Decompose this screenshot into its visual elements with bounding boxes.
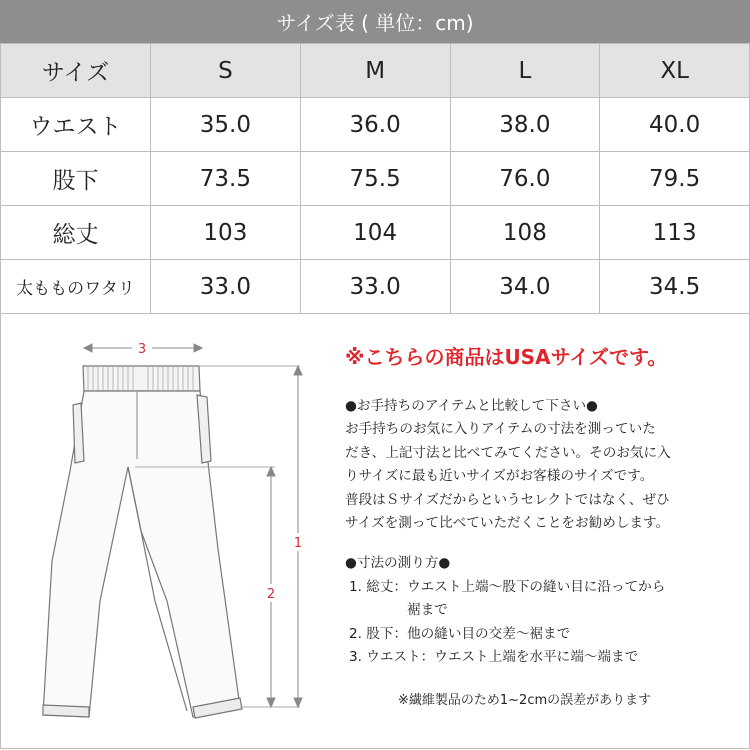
dim-2-arrow-top	[267, 467, 275, 476]
column-header-s: S	[151, 44, 301, 98]
size-table-title: サイズ表 ( 単位：cm)	[276, 11, 474, 35]
cell-waist-s: 35.0	[151, 98, 301, 152]
compare-line: サイズを測って比べていただくことをお勧めします。	[345, 515, 670, 532]
column-header-l: L	[450, 44, 600, 98]
compare-instructions	[345, 395, 745, 535]
cell-waist-xl: 40.0	[600, 98, 750, 152]
table-header-row	[1, 44, 750, 98]
row-label-inseam: 股下	[1, 152, 151, 206]
compare-line: だき、上記寸法と比べてみてください。そのお気に入	[345, 444, 671, 461]
pants-measurement-diagram	[0, 311, 340, 750]
row-label-waist: ウエスト	[1, 98, 151, 152]
cell-thigh-m: 33.0	[300, 260, 450, 314]
cell-thigh-l: 34.0	[450, 260, 600, 314]
dim-2-label: 2	[266, 587, 276, 602]
table-row-waist	[1, 98, 750, 152]
measurement-item-total-length-cont: 裾まで	[407, 602, 448, 618]
measurement-item-total-length: 1. 総丈：ウエスト上端～股下の縫い目に沿ってから	[349, 578, 666, 595]
compare-line: りサイズに最も近いサイズがお客様のサイズです。	[345, 468, 654, 485]
measurement-item-inseam: 2. 股下：他の縫い目の交差～裾まで	[349, 625, 571, 642]
column-header-size: サイズ	[1, 44, 151, 98]
compare-heading: ●お手持ちのアイテムと比較して下さい●	[345, 398, 598, 414]
dim-2-arrow-bottom	[267, 698, 275, 707]
dim-3-arrow-left	[84, 344, 92, 352]
row-label-length: 総丈	[1, 206, 151, 260]
measurement-item-waist: 3. ウエスト：ウエスト上端を水平に端～端まで	[349, 649, 639, 665]
cell-thigh-s: 33.0	[151, 260, 301, 314]
cell-thigh-xl: 34.5	[600, 260, 750, 314]
cell-inseam-s: 73.5	[151, 152, 301, 206]
column-header-xl: XL	[600, 44, 750, 98]
cell-inseam-m: 75.5	[300, 152, 450, 206]
measurement-method	[345, 552, 745, 670]
cell-length-s: 103	[151, 206, 301, 260]
cell-inseam-xl: 79.5	[600, 152, 750, 206]
left-hem	[43, 705, 89, 717]
dim-1-arrow-bottom	[294, 698, 302, 707]
dim-1-arrow-top	[294, 366, 302, 375]
cell-length-xl: 113	[600, 206, 750, 260]
waistband-shape	[83, 366, 200, 391]
cell-waist-l: 38.0	[450, 98, 600, 152]
dim-3-label: 3	[137, 342, 147, 357]
cell-inseam-l: 76.0	[450, 152, 600, 206]
size-table	[0, 43, 750, 314]
dim-3-arrow-right	[194, 344, 202, 352]
cell-length-l: 108	[450, 206, 600, 260]
column-header-m: M	[300, 44, 450, 98]
usa-size-notice: ※こちらの商品はUSAサイズです。	[345, 345, 668, 369]
compare-line: 普段はＳサイズだからというセレクトではなく、ぜひ	[345, 491, 670, 508]
compare-line: お手持ちのお気に入りアイテムの寸法を測っていた	[345, 421, 656, 438]
row-label-thigh: 太もものワタリ	[1, 260, 151, 314]
cell-waist-m: 36.0	[300, 98, 450, 152]
table-row-length	[1, 206, 750, 260]
table-row-inseam	[1, 152, 750, 206]
cell-length-m: 104	[300, 206, 450, 260]
size-table-header	[0, 0, 750, 43]
table-row-thigh	[1, 260, 750, 314]
tolerance-footnote: ※繊維製品のため1~2cmの誤差があります	[398, 693, 652, 708]
measurement-heading: ●寸法の測り方●	[345, 555, 451, 571]
dim-1-label: 1	[293, 536, 303, 551]
pants-outline	[43, 391, 240, 717]
